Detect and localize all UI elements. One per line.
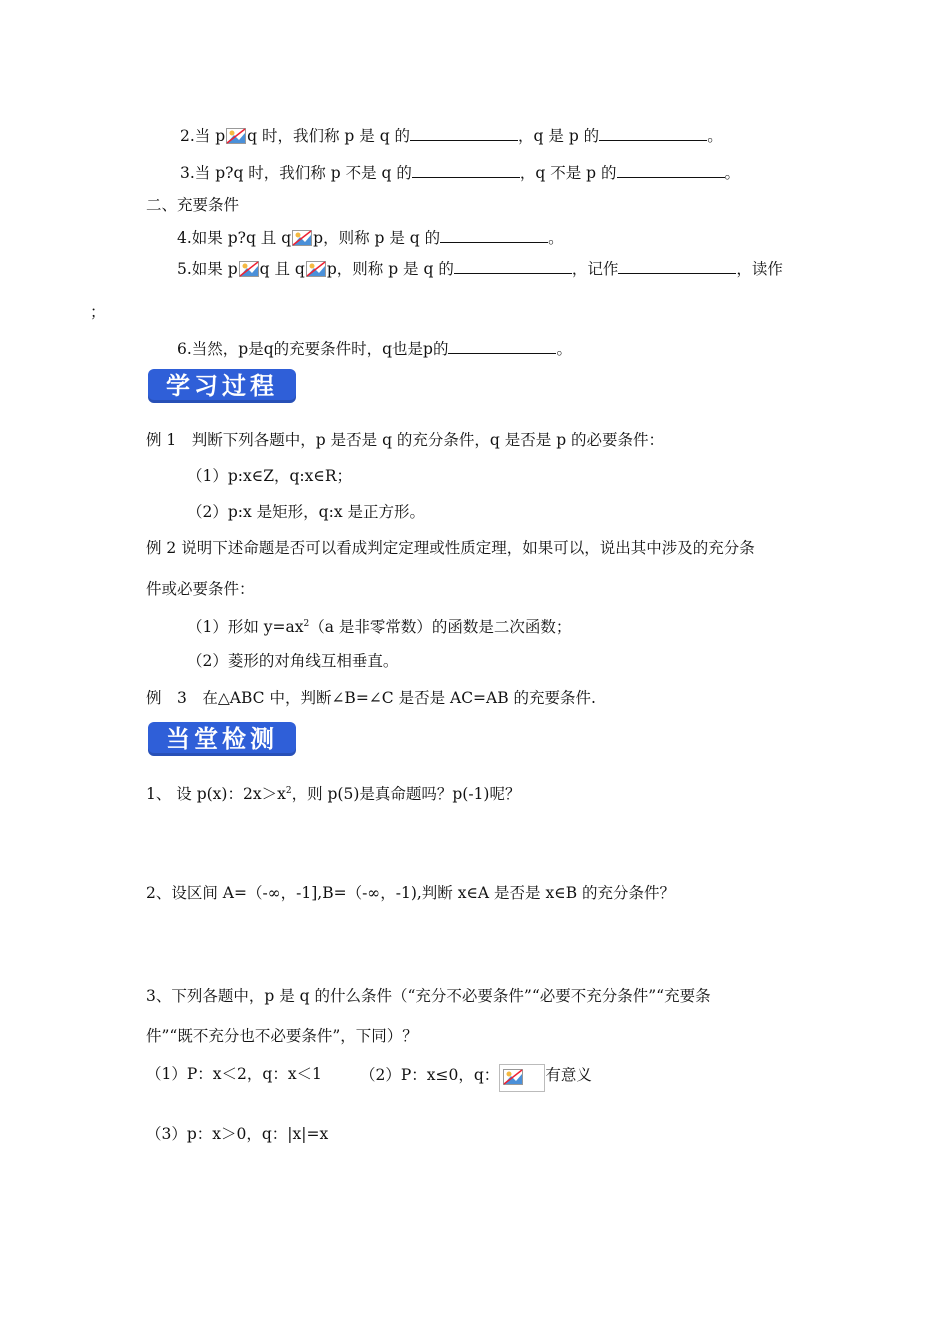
fill-blank[interactable] (412, 161, 520, 178)
semicolon: ； (90, 303, 106, 321)
example-2-item-2: （2）菱形的对角线互相垂直。 (187, 652, 399, 670)
text: （1）形如 y=ax (187, 618, 304, 636)
example-1-title: 例 1 判断下列各题中，p 是否是 q 的充分条件，q 是否是 p 的必要条件： (146, 431, 665, 449)
fill-blank[interactable] (448, 337, 556, 354)
text: q 时，我们称 p 是 q 的 (247, 127, 411, 145)
fill-blank[interactable] (410, 124, 518, 141)
question-3-line-1: 3、下列各题中，p 是 q 的什么条件（“充分不必要条件”“必要不充分条件”“充要条 (146, 987, 711, 1005)
text: 1、 设 p(x)：2x＞x (146, 785, 286, 803)
fill-blank[interactable] (599, 124, 707, 141)
text: ，q 是 p 的 (518, 127, 600, 145)
text: 有意义 (545, 1066, 592, 1084)
text: 。 (707, 127, 723, 145)
text: 5.如果 p (177, 260, 238, 278)
line-3 (180, 161, 740, 183)
text: 4.如果 p?q 且 q (177, 229, 292, 247)
text: 6.当然，p是q的充要条件时，q也是p的 (177, 340, 449, 358)
example-1-item-2: （2）p:x 是矩形，q:x 是正方形。 (187, 503, 425, 521)
broken-image-icon (239, 261, 259, 277)
text: （2）P：x≤0，q： (360, 1066, 500, 1084)
question-3-item-1: （1）P：x＜2，q：x＜1 (146, 1065, 322, 1083)
text: ，读作 (736, 260, 783, 278)
question-3-item-3: （3）p：x＞0，q：|x|=x (146, 1125, 329, 1143)
text: 3.当 p?q 时，我们称 p 不是 q 的 (180, 164, 412, 182)
fill-blank[interactable] (440, 226, 548, 243)
example-2-title-line-1: 例 2 说明下述命题是否可以看成判定定理或性质定理，如果可以，说出其中涉及的充分条 (146, 539, 755, 557)
line-6 (177, 337, 572, 359)
line-5 (177, 257, 783, 279)
section-heading: 二、充要条件 (146, 196, 240, 214)
question-3-item-2 (360, 1064, 592, 1092)
text: p，则称 p 是 q 的 (313, 229, 441, 247)
text: ，记作 (571, 260, 619, 278)
text: 2.当 p (180, 127, 226, 145)
text: ，q 不是 p 的 (519, 164, 617, 182)
fill-blank[interactable] (454, 257, 572, 274)
question-1 (146, 781, 520, 804)
text: ，则 p(5)是真命题吗？p(-1)呢？ (291, 785, 521, 803)
broken-image-icon (292, 230, 312, 246)
superscript: 2 (285, 786, 292, 796)
broken-image-icon (503, 1069, 523, 1085)
text: q 且 q (259, 260, 305, 278)
example-2-item-1 (187, 614, 571, 637)
line-2 (180, 124, 723, 146)
text: （a 是非零常数）的函数是二次函数； (309, 618, 572, 636)
line-4 (177, 226, 564, 248)
superscript: 2 (303, 619, 310, 629)
text: 。 (724, 164, 741, 182)
banner-learning-process: 学习过程 (148, 369, 296, 403)
text: 。 (556, 340, 572, 358)
text: p，则称 p 是 q 的 (326, 260, 454, 278)
banner-in-class-test: 当堂检测 (148, 722, 296, 756)
question-2: 2、设区间 A=（-∞，-1],B=（-∞，-1),判断 x∈A 是否是 x∈B 的充分条件？ (146, 884, 676, 902)
fill-blank[interactable] (617, 161, 725, 178)
broken-image-icon (226, 128, 246, 144)
fill-blank[interactable] (618, 257, 736, 274)
example-2-title-line-2: 件或必要条件： (146, 580, 255, 598)
question-3-line-2: 件”“既不充分也不必要条件”，下同）？ (146, 1027, 418, 1045)
broken-image-icon (306, 261, 326, 277)
example-1-item-1: （1）p:x∈Z，q:x∈R； (187, 467, 353, 485)
example-3: 例 3 在△ABC 中，判断∠B=∠C 是否是 AC=AB 的充要条件. (146, 689, 596, 707)
text: 。 (548, 229, 564, 247)
formula-image-box (499, 1064, 545, 1092)
